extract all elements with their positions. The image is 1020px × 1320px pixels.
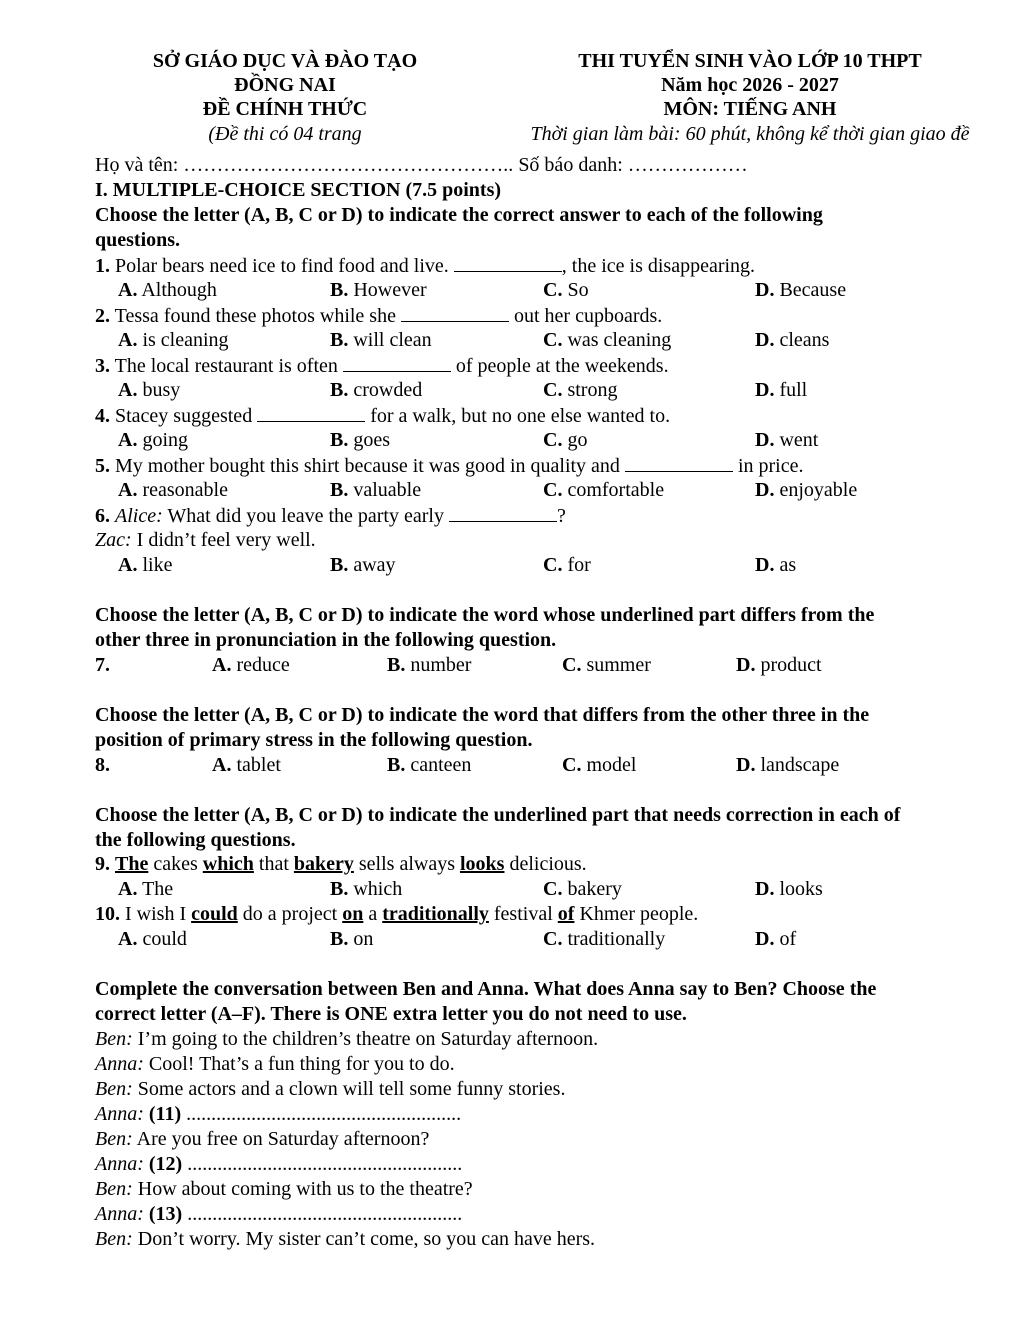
section-title: I. MULTIPLE-CHOICE SECTION (7.5 points) [95, 179, 502, 201]
q10-option-a: A. could [118, 928, 187, 950]
q6-option-a: A. like [118, 554, 173, 576]
conversation-line: Anna: Cool! That’s a fun thing for you to do. [95, 1053, 455, 1075]
header-exam-title: THI TUYỂN SINH VÀO LỚP 10 THPT [578, 50, 922, 72]
q5-option-a: A. reasonable [118, 479, 228, 501]
q3-option-b: B. crowded [330, 379, 423, 401]
q1-option-c: C. So [543, 279, 589, 301]
conversation-line-answer-11: Anna: (11) ....................................................... [95, 1103, 462, 1125]
stress-instruction-cont: position of primary stress in the following question. [95, 729, 533, 751]
q5-option-d: D. enjoyable [755, 479, 858, 501]
underlined-part: traditionally [382, 903, 489, 925]
header-province: ĐỒNG NAI [234, 74, 336, 96]
q10-option-b: B. on [330, 928, 374, 950]
q2-option-c: C. was cleaning [543, 329, 672, 351]
error-instruction: Choose the letter (A, B, C or D) to indicate the underlined part that needs correction in each of [95, 804, 901, 826]
header-subject: MÔN: TIẾNG ANH [663, 98, 837, 120]
question-9: 9. The cakes which that bakery sells always looks delicious. [95, 853, 587, 875]
q7-option-a: A. reduce [212, 654, 290, 676]
question-6-reply: Zac: I didn’t feel very well. [95, 529, 316, 551]
pronunciation-instruction-cont: other three in pronunciation in the following question. [95, 629, 557, 651]
conversation-line: Ben: I’m going to the children’s theatre on Saturday afternoon. [95, 1028, 599, 1050]
underlined-part: which [202, 853, 254, 875]
q1-option-a: A. Although [118, 279, 217, 301]
q8-option-d: D. landscape [736, 754, 840, 776]
header-pages: (Đề thi có 04 trang [208, 123, 362, 145]
conversation-line: Ben: How about coming with us to the theatre? [95, 1178, 473, 1200]
question-6: 6. Alice: What did you leave the party early ? [95, 505, 566, 527]
q6-option-b: B. away [330, 554, 396, 576]
conversation-line-answer-13: Anna: (13) ....................................................... [95, 1203, 463, 1225]
q1-option-b: B. However [330, 279, 427, 301]
section-instruction-cont: questions. [95, 229, 181, 251]
q2-option-d: D. cleans [755, 329, 830, 351]
q3-option-d: D. full [755, 379, 808, 401]
q2-option-b: B. will clean [330, 329, 432, 351]
q6-option-d: D. as [755, 554, 797, 576]
q3-option-c: C. strong [543, 379, 618, 401]
header-year: Năm học 2026 - 2027 [661, 74, 839, 96]
candidate-id-label: Số báo danh: ……………… [518, 154, 748, 176]
q4-option-c: C. go [543, 429, 588, 451]
conversation-line-answer-12: Anna: (12) ....................................................... [95, 1153, 463, 1175]
q10-option-d: D. of [755, 928, 797, 950]
underlined-part: of [557, 903, 575, 925]
question-10: 10. I wish I could do a project on a traditionally festival of Khmer people. [95, 903, 699, 925]
question-4: 4. Stacey suggested for a walk, but no one else wanted to. [95, 405, 671, 427]
error-instruction-cont: the following questions. [95, 829, 296, 851]
q7-option-c: C. summer [562, 654, 651, 676]
question-1: 1. Polar bears need ice to find food and live. , the ice is disappearing. [95, 255, 756, 277]
q10-option-c: C. traditionally [543, 928, 666, 950]
header-time: Thời gian làm bài: 60 phút, không kể thời gian giao đề [530, 123, 970, 145]
q7-option-b: B. number [387, 654, 472, 676]
conversation-line: Ben: Some actors and a clown will tell some funny stories. [95, 1078, 566, 1100]
candidate-line [95, 153, 748, 177]
q9-option-b: B. which [330, 878, 403, 900]
underlined-part: looks [459, 853, 505, 875]
question-7-number: 7. [95, 654, 110, 676]
q6-option-c: C. for [543, 554, 591, 576]
answer-blank [454, 253, 562, 272]
underlined-part: could [191, 903, 238, 925]
q2-option-a: A. is cleaning [118, 329, 229, 351]
stress-instruction: Choose the letter (A, B, C or D) to indicate the word that differs from the other three in the [95, 704, 870, 726]
question-2: 2. Tessa found these photos while she out her cupboards. [95, 305, 663, 327]
pronunciation-instruction: Choose the letter (A, B, C or D) to indicate the word whose underlined part differs from the [95, 604, 875, 626]
question-8-number: 8. [95, 754, 110, 776]
q3-option-a: A. busy [118, 379, 181, 401]
q1-option-d: D. Because [755, 279, 847, 301]
conversation-line: Ben: Are you free on Saturday afternoon? [95, 1128, 430, 1150]
q8-option-c: C. model [562, 754, 637, 776]
header-department: SỞ GIÁO DỤC VÀ ĐÀO TẠO [152, 50, 418, 72]
answer-blank [625, 453, 733, 472]
answer-blank [343, 353, 451, 372]
underlined-part: The [115, 853, 149, 875]
question-5: 5. My mother bought this shirt because it was good in quality and in price. [95, 455, 804, 477]
candidate-name-label: Họ và tên: ………………………………………….. [95, 154, 519, 176]
conversation-instruction-cont: correct letter (A–F). There is ONE extra letter you do not need to use. [95, 1003, 687, 1025]
conversation-instruction: Complete the conversation between Ben and Anna. What does Anna say to Ben? Choose the [95, 978, 877, 1000]
underlined-part: on [342, 903, 364, 925]
q4-option-a: A. going [118, 429, 189, 451]
q9-option-c: C. bakery [543, 878, 622, 900]
q5-option-b: B. valuable [330, 479, 422, 501]
answer-blank [449, 503, 557, 522]
q7-option-d: D. product [736, 654, 822, 676]
header-official: ĐỀ CHÍNH THỨC [202, 98, 368, 120]
answer-blank [401, 303, 509, 322]
q9-option-a: A. The [118, 878, 174, 900]
q9-option-d: D. looks [755, 878, 823, 900]
q8-option-b: B. canteen [387, 754, 472, 776]
q8-option-a: A. tablet [212, 754, 281, 776]
q5-option-c: C. comfortable [543, 479, 665, 501]
section-instruction: Choose the letter (A, B, C or D) to indicate the correct answer to each of the following [95, 204, 823, 226]
answer-blank [257, 403, 365, 422]
q4-option-b: B. goes [330, 429, 391, 451]
conversation-line: Ben: Don’t worry. My sister can’t come, so you can have hers. [95, 1228, 596, 1250]
question-3: 3. The local restaurant is often of people at the weekends. [95, 355, 669, 377]
underlined-part: bakery [293, 853, 354, 875]
q4-option-d: D. went [755, 429, 819, 451]
